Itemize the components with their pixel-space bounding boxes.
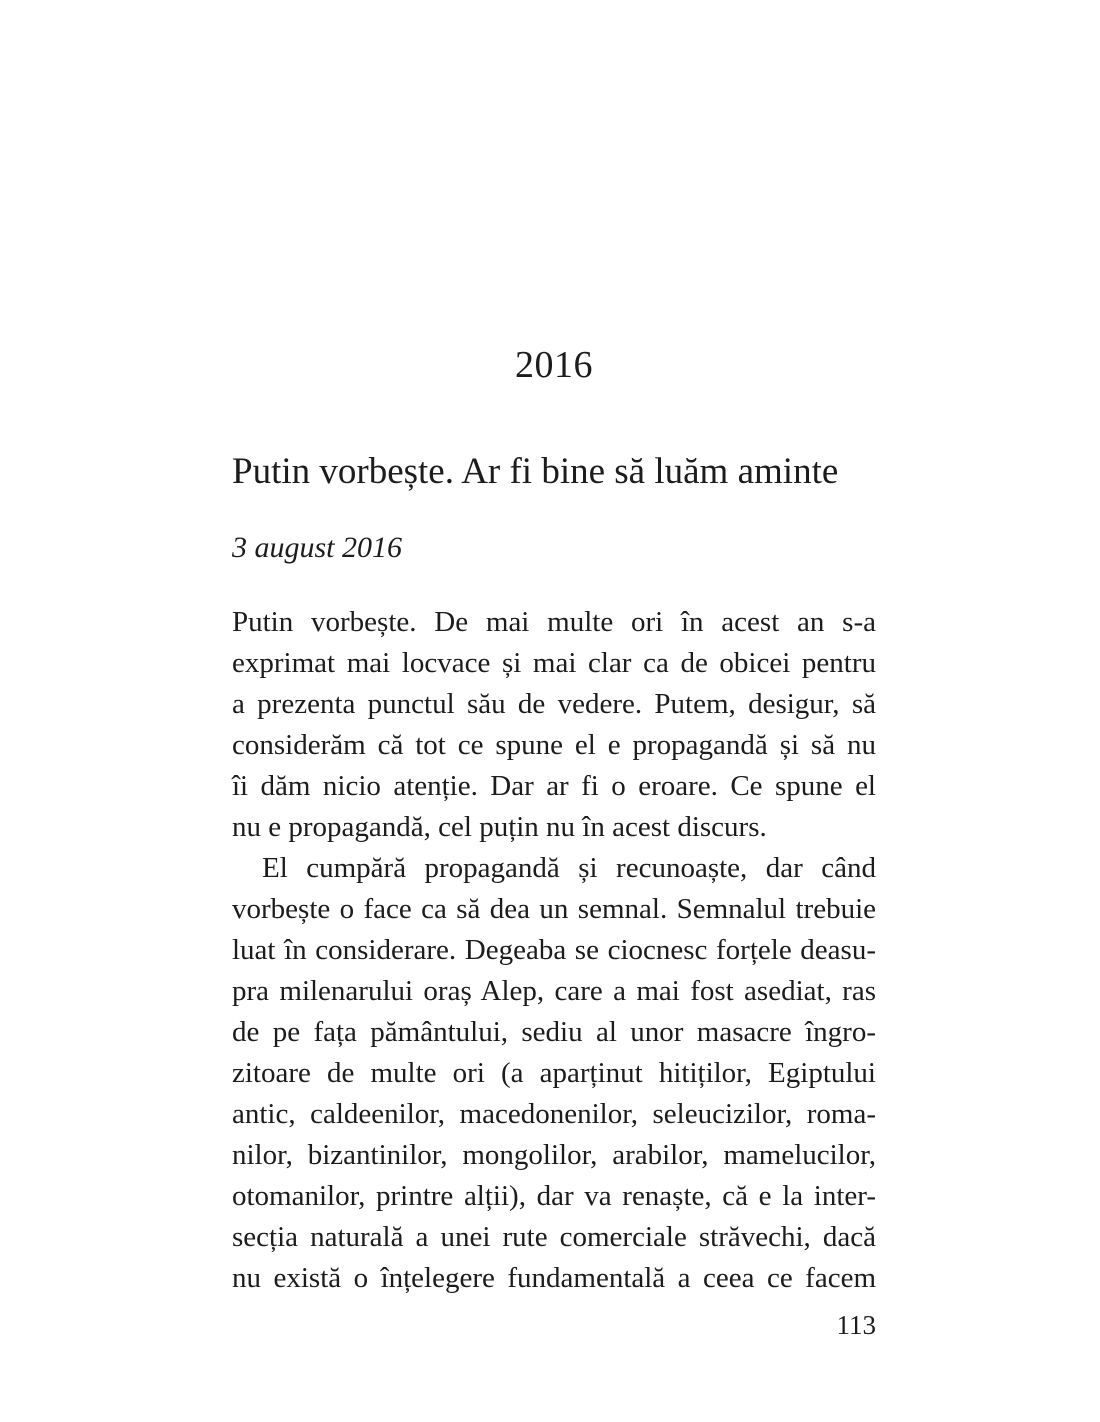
- text-line: considerăm că tot ce spune el e propagandă și să nu: [232, 729, 876, 761]
- text-line: pra milenarului oraș Alep, care a mai fost asediat, ras: [232, 975, 876, 1007]
- text-line: El cumpără propagandă și recunoaște, dar când: [262, 852, 876, 884]
- text-line: zitoare de multe ori (a aparținut hitiților, Egiptului: [232, 1057, 876, 1089]
- text-line: de pe fața pământului, sediu al unor masacre îngro-: [232, 1016, 876, 1048]
- text-line: antic, caldeenilor, macedonenilor, seleucizilor, roma-: [232, 1098, 876, 1130]
- text-line: nilor, bizantinilor, mongolilor, arabilor, mamelucilor,: [232, 1139, 876, 1171]
- date-line: 3 august 2016: [232, 531, 403, 564]
- text-line: secția naturală a unei rute comerciale străvechi, dacă: [232, 1221, 876, 1253]
- paragraph: [232, 848, 876, 1299]
- text-line: vorbește o face ca să dea un semnal. Semnalul trebuie: [232, 893, 876, 925]
- text-line: a prezenta punctul său de vedere. Putem, desigur, să: [232, 688, 876, 720]
- paragraph: [232, 602, 876, 848]
- text-line: otomanilor, printre alții), dar va renaște, că e la inter-: [232, 1180, 876, 1212]
- text-line: exprimat mai locvace și mai clar ca de obicei pentru: [232, 647, 876, 679]
- text-line: luat în considerare. Degeaba se ciocnesc forțele deasu-: [232, 934, 876, 966]
- chapter-heading: 2016: [515, 344, 593, 386]
- text-line: nu e propagandă, cel puțin nu în acest discurs.: [232, 811, 767, 843]
- text-line: îi dăm nicio atenție. Dar ar fi o eroare. Ce spune el: [232, 770, 876, 802]
- text-line: Putin vorbește. De mai multe ori în acest an s-a: [232, 606, 876, 638]
- body-text: [232, 602, 876, 1299]
- page-number: 113: [836, 1310, 876, 1340]
- text-line: nu există o înțelegere fundamentală a ceea ce facem: [232, 1262, 876, 1294]
- article-title: Putin vorbește. Ar fi bine să luăm aminte: [232, 451, 839, 492]
